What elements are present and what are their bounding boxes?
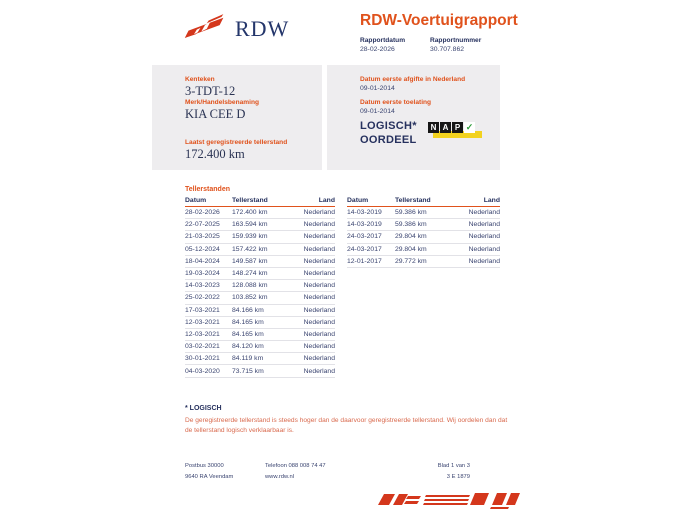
nap-logo xyxy=(428,122,482,142)
footer-postbus: Postbus 30000 xyxy=(185,463,224,469)
table-row xyxy=(347,243,500,255)
table-row xyxy=(185,219,335,231)
table-header-row xyxy=(185,195,335,207)
cell-land: Nederland xyxy=(290,316,335,328)
rdw-wordmark: RDW xyxy=(235,15,290,41)
last-odometer-field xyxy=(185,139,287,162)
cell-land: Nederland xyxy=(290,207,335,219)
license-plate-label: Kenteken xyxy=(185,76,215,83)
footer-page-info xyxy=(400,461,470,483)
first-admission-date-field xyxy=(360,99,431,115)
cell-tellerstand: 59.386 km xyxy=(395,207,454,219)
cell-tellerstand: 103.852 km xyxy=(232,292,290,304)
cell-datum: 14-03-2019 xyxy=(347,207,395,219)
cell-land: Nederland xyxy=(290,341,335,353)
cell-datum: 24-03-2017 xyxy=(347,243,395,255)
page-title: RDW-Voertuigrapport xyxy=(360,12,518,29)
footnote-title: * LOGISCH xyxy=(185,405,222,412)
cell-datum: 25-02-2022 xyxy=(185,292,232,304)
cell-datum: 17-03-2021 xyxy=(185,304,232,316)
judgement-card xyxy=(327,65,500,170)
footer-phone: Telefoon 088 008 74 47 xyxy=(265,463,326,469)
table-row xyxy=(347,219,500,231)
cell-land: Nederland xyxy=(290,267,335,279)
footer-page-number: Blad 1 van 3 xyxy=(437,463,470,469)
cell-datum: 05-12-2024 xyxy=(185,243,232,255)
cell-land: Nederland xyxy=(454,243,500,255)
column-header-tellerstand: Tellerstand xyxy=(232,195,290,207)
odometer-table-left xyxy=(185,195,335,378)
cell-land: Nederland xyxy=(290,280,335,292)
cell-tellerstand: 159.939 km xyxy=(232,231,290,243)
cell-land: Nederland xyxy=(290,243,335,255)
table-row xyxy=(185,292,335,304)
cell-land: Nederland xyxy=(290,231,335,243)
nap-letter-n: N xyxy=(428,122,439,133)
cell-tellerstand: 172.400 km xyxy=(232,207,290,219)
column-header-land: Land xyxy=(454,195,500,207)
cell-land: Nederland xyxy=(454,255,500,267)
footer-city: 9640 RA Veendam xyxy=(185,474,234,480)
table-row xyxy=(185,267,335,279)
report-number-label: Rapportnummer xyxy=(430,37,482,44)
report-number-value: 30.707.862 xyxy=(430,46,465,53)
report-date-field xyxy=(360,37,405,53)
cell-land: Nederland xyxy=(454,219,500,231)
cell-datum: 14-03-2023 xyxy=(185,280,232,292)
report-date-label: Rapportdatum xyxy=(360,37,406,44)
cell-land: Nederland xyxy=(290,304,335,316)
cell-tellerstand: 84.120 km xyxy=(232,341,290,353)
first-issue-date-value: 09-01-2014 xyxy=(360,85,395,92)
table-header-row xyxy=(347,195,500,207)
cell-tellerstand: 29.804 km xyxy=(395,231,454,243)
table-row xyxy=(347,231,500,243)
rdw-flag-motif-icon xyxy=(372,489,522,514)
cell-datum: 22-07-2025 xyxy=(185,219,232,231)
table-row xyxy=(185,280,335,292)
cell-land: Nederland xyxy=(290,292,335,304)
column-header-land: Land xyxy=(290,195,335,207)
verdict-text xyxy=(360,120,417,147)
first-issue-date-label: Datum eerste afgifte in Nederland xyxy=(360,76,466,83)
cell-tellerstand: 149.587 km xyxy=(232,255,290,267)
table-row xyxy=(347,207,500,219)
verdict-line1: LOGISCH* xyxy=(360,120,417,132)
cell-datum: 12-01-2017 xyxy=(347,255,395,267)
last-odometer-value: 172.400 km xyxy=(185,147,245,161)
vehicle-info-card xyxy=(152,65,322,170)
nap-letter-a: A xyxy=(440,122,451,133)
cell-land: Nederland xyxy=(290,353,335,365)
license-plate-field xyxy=(185,76,235,99)
table-row xyxy=(185,365,335,377)
table-row xyxy=(185,341,335,353)
footnote-body: De geregistreerde tellerstand is steeds hoger dan de daarvoor geregistreerde tellerstand. Wij oordelen dan dat de tellerstand logisch verklaarbaar is. xyxy=(185,417,508,434)
footer-form-code: 3 E 1879 xyxy=(446,474,470,480)
table-row xyxy=(347,255,500,267)
table-row xyxy=(185,243,335,255)
rdw-logo-flag-icon xyxy=(183,10,227,47)
license-plate-value: 3-TDT-12 xyxy=(185,84,236,98)
report-number-field xyxy=(430,37,481,53)
first-issue-date-field xyxy=(360,76,465,92)
cell-land: Nederland xyxy=(290,328,335,340)
table-row xyxy=(185,353,335,365)
table-row xyxy=(185,328,335,340)
cell-datum: 28-02-2026 xyxy=(185,207,232,219)
cell-tellerstand: 84.165 km xyxy=(232,316,290,328)
make-model-label: Merk/Handelsbenaming xyxy=(185,99,260,106)
table-row xyxy=(185,255,335,267)
cell-tellerstand: 84.165 km xyxy=(232,328,290,340)
make-model-value: KIA CEE D xyxy=(185,107,246,121)
cell-datum: 19-03-2024 xyxy=(185,267,232,279)
brand-header xyxy=(183,10,289,47)
table-row xyxy=(185,207,335,219)
cell-tellerstand: 128.088 km xyxy=(232,280,290,292)
table-row xyxy=(185,316,335,328)
cell-datum: 24-03-2017 xyxy=(347,231,395,243)
last-odometer-label: Laatst geregistreerde tellerstand xyxy=(185,139,288,146)
logisch-footnote xyxy=(185,405,515,435)
table-row xyxy=(185,231,335,243)
column-header-datum: Datum xyxy=(347,195,395,207)
cell-datum: 21-03-2025 xyxy=(185,231,232,243)
cell-land: Nederland xyxy=(454,207,500,219)
cell-datum: 03-02-2021 xyxy=(185,341,232,353)
odometer-table-right xyxy=(347,195,500,268)
cell-datum: 30-01-2021 xyxy=(185,353,232,365)
footer-contact xyxy=(265,461,326,483)
make-model-field xyxy=(185,99,259,122)
nap-letter-p: P xyxy=(452,122,463,133)
first-admission-date-value: 09-01-2014 xyxy=(360,108,395,115)
column-header-datum: Datum xyxy=(185,195,232,207)
cell-land: Nederland xyxy=(290,365,335,377)
cell-tellerstand: 29.772 km xyxy=(395,255,454,267)
verdict-line2: OORDEEL xyxy=(360,133,417,146)
table-row xyxy=(185,304,335,316)
column-header-tellerstand: Tellerstand xyxy=(395,195,454,207)
cell-tellerstand: 59.386 km xyxy=(395,219,454,231)
cell-tellerstand: 163.594 km xyxy=(232,219,290,231)
cell-datum: 18-04-2024 xyxy=(185,255,232,267)
nap-checkmark-icon: ✓ xyxy=(465,122,474,132)
cell-tellerstand: 73.715 km xyxy=(232,365,290,377)
first-admission-date-label: Datum eerste toelating xyxy=(360,99,432,106)
cell-tellerstand: 84.166 km xyxy=(232,304,290,316)
cell-land: Nederland xyxy=(290,255,335,267)
cell-datum: 12-03-2021 xyxy=(185,316,232,328)
cell-land: Nederland xyxy=(290,219,335,231)
cell-tellerstand: 84.119 km xyxy=(232,353,290,365)
cell-datum: 04-03-2020 xyxy=(185,365,232,377)
footer-website-link[interactable]: www.rdw.nl xyxy=(265,474,294,480)
cell-tellerstand: 157.422 km xyxy=(232,243,290,255)
cell-datum: 14-03-2019 xyxy=(347,219,395,231)
report-date-value: 28-02-2026 xyxy=(360,46,395,53)
cell-land: Nederland xyxy=(454,231,500,243)
cell-tellerstand: 29.804 km xyxy=(395,243,454,255)
cell-tellerstand: 148.274 km xyxy=(232,267,290,279)
cell-datum: 12-03-2021 xyxy=(185,328,232,340)
odometer-section-title: Tellerstanden xyxy=(185,186,230,193)
footer-address xyxy=(185,461,233,483)
